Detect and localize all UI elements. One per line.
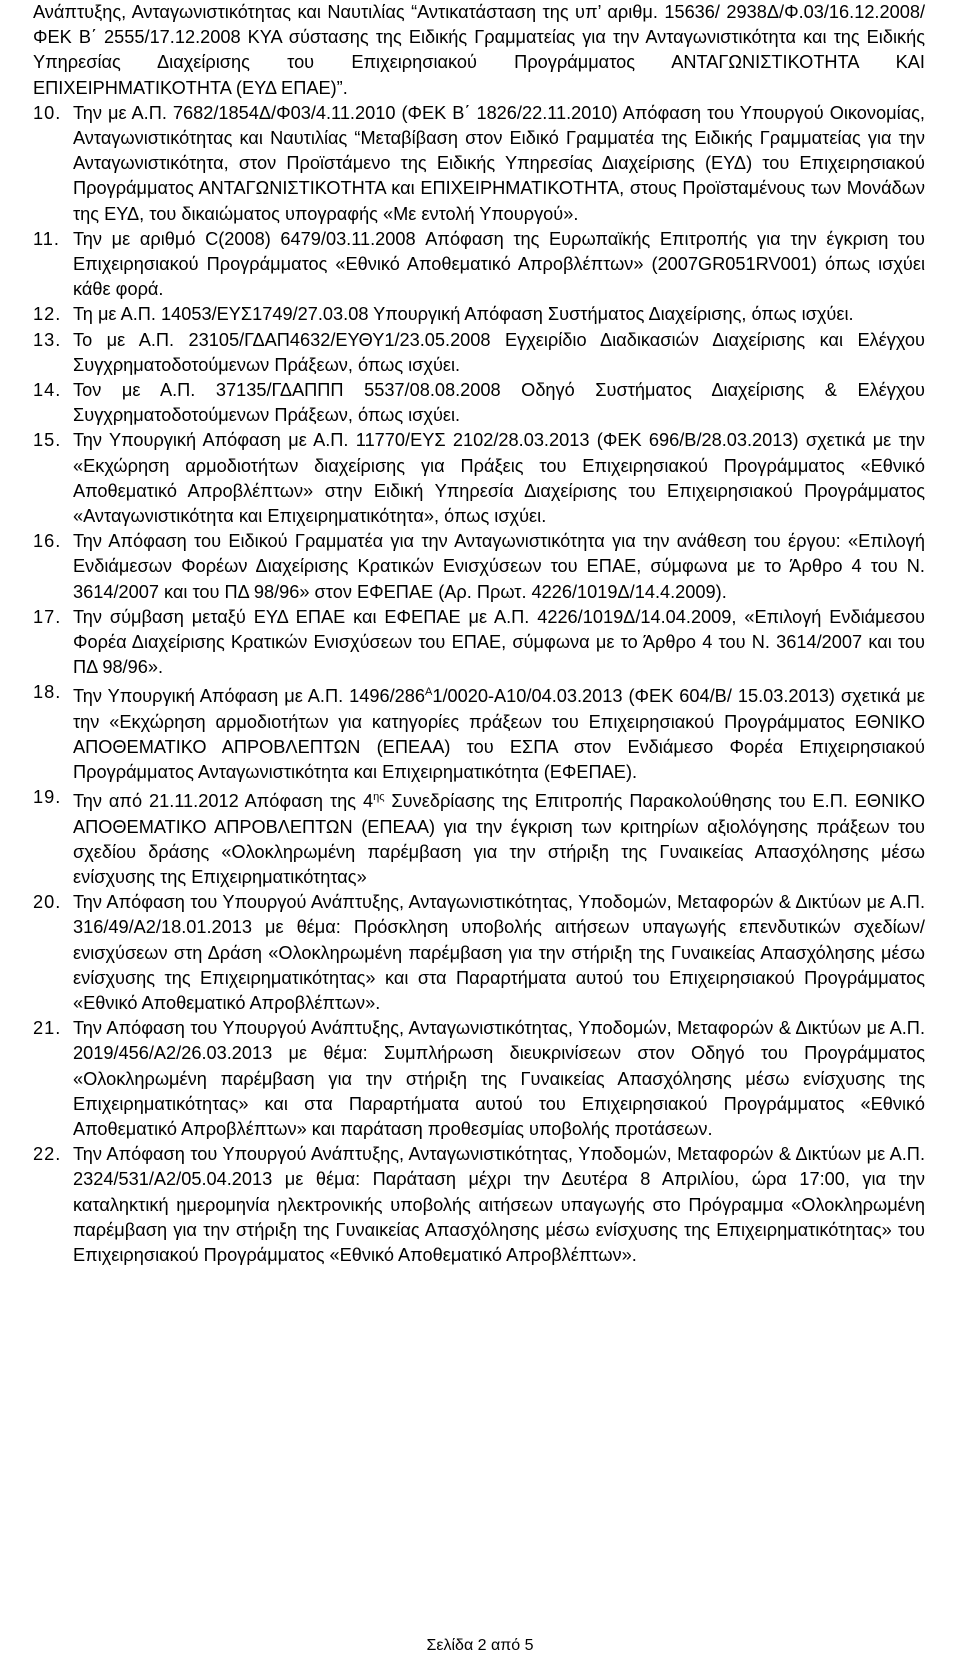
list-item-20	[33, 890, 925, 1016]
item-text: Την με Α.Π. 7682/1854Δ/Φ03/4.11.2010 (ΦΕΚ Β΄ 1826/22.11.2010) Απόφαση του Υπουργού Οικονομίας, Ανταγωνιστικότητας και Ναυτιλίας “Μεταβίβαση στον Ειδικό Γραμματέα της Ειδικής Γραμματείας για την Ανταγωνιστικότητα, στον Προϊστάμενο της Ειδικής Υπηρεσίας Διαχείρισης (ΕΥΔ) του Επιχειρησιακού Προγράμματος ΑΝΤΑΓΩΝΙΣΤΙΚΟΤΗΤΑ και ΕΠΙΧΕΙΡΗΜΑΤΙΚΟΤΗΤΑ, στους Προϊσταμένους των Μονάδων της ΕΥΔ, του δικαιώματος υπογραφής «Με εντολή Υπουργού».	[73, 102, 925, 224]
superscript: ης	[373, 791, 385, 804]
item-text: Την Απόφαση του Υπουργού Ανάπτυξης, Ανταγωνιστικότητας, Υποδομών, Μεταφορών & Δικτύων με Α.Π. 316/49/Α2/18.01.2013 με θέμα: Πρόσκληση υποβολής αιτήσεων υπαγωγής επενδυτικών σχεδίων/ενισχύσεων στη Δράση «Ολοκληρωμένη παρέμβαση για την στήριξη της Γυναικείας Απασχόλησης μέσω ενίσχυσης της Επιχειρηματικότητας» και στα Παραρτήματα αυτού του Επιχειρησιακού Προγράμματος «Εθνικό Αποθεματικό Απροβλέπτων».	[73, 892, 925, 1014]
item-number: 15.	[33, 430, 62, 451]
item-text: Την με αριθμό C(2008) 6479/03.11.2008 Απόφαση της Ευρωπαϊκής Επιτροπής για την έγκριση του Επιχειρησιακού Προγράμματος «Εθνικό Αποθεματικό Απροβλέπτων» (2007GR051RV001) όπως ισχύει κάθε φορά.	[73, 228, 925, 300]
item-number: 11.	[33, 228, 60, 249]
item-number: 16.	[33, 531, 62, 552]
item-text	[73, 680, 925, 785]
superscript: Α	[425, 686, 433, 699]
item-text: Τον με Α.Π. 37135/ΓΔΑΠΠΠ 5537/08.08.2008 Οδηγό Συστήματος Διαχείρισης & Ελέγχου Συγχρηματοδοτούμενων Πράξεων, όπως ισχύει.	[73, 380, 925, 426]
item-number: 21.	[33, 1018, 62, 1039]
item-number: 14.	[33, 380, 62, 401]
item-text-part: Την Υπουργική Απόφαση με Α.Π. 1496/286	[73, 686, 426, 707]
list-item-13	[33, 328, 925, 378]
list-item-continuation	[33, 0, 925, 101]
list-item-16	[33, 529, 925, 605]
page-number-label: Σελίδα 2 από 5	[426, 1637, 534, 1654]
item-text: Την Απόφαση του Ειδικού Γραμματέα για την Ανταγωνιστικότητα για την ανάθεση του έργου: «Επιλογή Ενδιάμεσων Φορέων Διαχείρισης Κρατικών Ενισχύσεων του ΕΠΑΕ, σύμφωνα με το Άρθρο 4 του Ν. 3614/2007 και του ΠΔ 98/96» στον ΕΦΕΠΑΕ (Αρ. Πρωτ. 4226/1019Δ/14.4.2009).	[73, 531, 925, 602]
page-footer	[0, 1636, 960, 1656]
item-text-part: Συνεδρίασης της Επιτροπής Παρακολούθησης του Ε.Π. ΕΘΝΙΚΟ ΑΠΟΘΕΜΑΤΙΚΟ ΑΠΡΟΒΛΕΠΤΩΝ (ΕΠΕΑΑ) για την έγκριση των κριτηρίων αξιολόγησης πράξεων του σχεδίου δράσης «Ολοκληρωμένη παρέμβαση για την στήριξη της Γυναικείας Απασχόλησης μέσω ενίσχυσης της Επιχειρηματικότητας»	[73, 791, 925, 888]
item-text: Την Απόφαση του Υπουργού Ανάπτυξης, Ανταγωνιστικότητας, Υποδομών, Μεταφορών & Δικτύων με Α.Π. 2019/456/Α2/26.03.2013 με θέμα: Συμπλήρωση διευκρινίσεων στον Οδηγό του Προγράμματος «Ολοκληρωμένη παρέμβαση για την στήριξη της Γυναικείας Απασχόλησης μέσω ενίσχυσης της Επιχειρηματικότητας» και στα Παραρτήματα αυτού του Επιχειρησιακού Προγράμματος «Εθνικό Αποθεματικό Απροβλέπτων» και παράταση προθεσμίας υποβολής προτάσεων.	[73, 1018, 925, 1140]
item-text-part: 1/0020-Α10/04.03.2013 (ΦΕΚ 604/Β/ 15.03.2013) σχετικά με την «Εκχώρηση αρμοδιοτήτων για κατηγορίες πράξεων του Επιχειρησιακού Προγράμματος ΕΘΝΙΚΟ ΑΠΟΘΕΜΑΤΙΚΟ ΑΠΡΟΒΛΕΠΤΩΝ (ΕΠΕΑΑ) του ΕΣΠΑ στον Ενδιάμεσο Φορέα Επιχειρησιακού Προγράμματος Ανταγωνιστικότητα και Επιχειρηματικότητα (ΕΦΕΠΑΕ).	[73, 686, 925, 783]
list-item-21	[33, 1016, 925, 1142]
document-body	[33, 0, 925, 1268]
list-item-22	[33, 1142, 925, 1268]
item-text: Την σύμβαση μεταξύ ΕΥΔ ΕΠΑΕ και ΕΦΕΠΑΕ με Α.Π. 4226/1019Δ/14.04.2009, «Επιλογή Ενδιάμεσου Φορέα Διαχείρισης Κρατικών Ενισχύσεων του ΕΠΑΕ, σύμφωνα με το Άρθρο 4 του Ν. 3614/2007 και του ΠΔ 98/96».	[73, 606, 925, 678]
item-text: Την Απόφαση του Υπουργού Ανάπτυξης, Ανταγωνιστικότητας, Υποδομών, Μεταφορών & Δικτύων με Α.Π. 2324/531/Α2/05.04.2013 με θέμα: Παράταση μέχρι την Δευτέρα 8 Απριλίου, ώρα 17:00, για την καταληκτική ημερομηνία ηλεκτρονικής υποβολής αιτήσεων υπαγωγής στο Πρόγραμμα «Ολοκληρωμένη παρέμβαση για την στήριξη της Γυναικείας Απασχόλησης μέσω ενίσχυσης της Επιχειρηματικότητας» του Επιχειρησιακού Προγράμματος «Εθνικό Αποθεματικό Απροβλέπτων».	[73, 1144, 925, 1266]
item-number: 13.	[33, 329, 62, 350]
item-text-part: Την από 21.11.2012 Απόφαση της 4	[73, 791, 374, 812]
list-item-15	[33, 428, 925, 529]
list-item-12	[33, 302, 925, 327]
item-number: 19.	[33, 787, 62, 808]
item-number: 20.	[33, 892, 62, 913]
item-number: 12.	[33, 304, 62, 325]
item-text: Το με Α.Π. 23105/ΓΔΑΠ4632/ΕΥΘΥ1/23.05.2008 Εγχειρίδιο Διαδικασιών Διαχείρισης και Ελέγχου Συγχρηματοδοτούμενων Πράξεων, όπως ισχύει.	[73, 329, 925, 375]
list-item-10	[33, 101, 925, 227]
list-item-11	[33, 227, 925, 303]
item-number: 17.	[33, 606, 62, 627]
list-item-17	[33, 605, 925, 681]
list-item-18	[33, 680, 925, 785]
list-item-14	[33, 378, 925, 428]
continuation-text: Ανάπτυξης, Ανταγωνιστικότητας και Ναυτιλίας “Αντικατάσταση της υπ’ αριθμ. 15636/ 2938Δ/Φ.03/16.12.2008/ΦΕΚ Β΄ 2555/17.12.2008 ΚΥΑ σύστασης της Ειδικής Γραμματείας για την Ανταγωνιστικότητα και της Ειδικής Υπηρεσίας Διαχείρισης του Επιχειρησιακού Προγράμματος ΑΝΤΑΓΩΝΙΣΤΙΚΟΤΗΤΑ ΚΑΙ ΕΠΙΧΕΙΡΗΜΑΤΙΚΟΤΗΤΑ (ΕΥΔ ΕΠΑΕ)”.	[33, 2, 925, 98]
list-item-19	[33, 785, 925, 890]
item-number: 18.	[33, 682, 62, 703]
item-text	[73, 785, 925, 890]
item-number: 22.	[33, 1144, 62, 1165]
item-text: Την Υπουργική Απόφαση με Α.Π. 11770/ΕΥΣ 2102/28.03.2013 (ΦΕΚ 696/Β/28.03.2013) σχετικά με την «Εκχώρηση αρμοδιοτήτων διαχείρισης για Πράξεις του Επιχειρησιακού Προγράμματος «Εθνικό Αποθεματικό Απροβλέπτων» στην Ειδική Υπηρεσία Διαχείρισης του Επιχειρησιακού Προγράμματος «Ανταγωνιστικότητα και Επιχειρηματικότητα», όπως ισχύει.	[73, 430, 925, 527]
item-number: 10.	[33, 102, 62, 123]
item-text: Τη με Α.Π. 14053/ΕΥΣ1749/27.03.08 Υπουργική Απόφαση Συστήματος Διαχείρισης, όπως ισχύει.	[73, 304, 854, 325]
